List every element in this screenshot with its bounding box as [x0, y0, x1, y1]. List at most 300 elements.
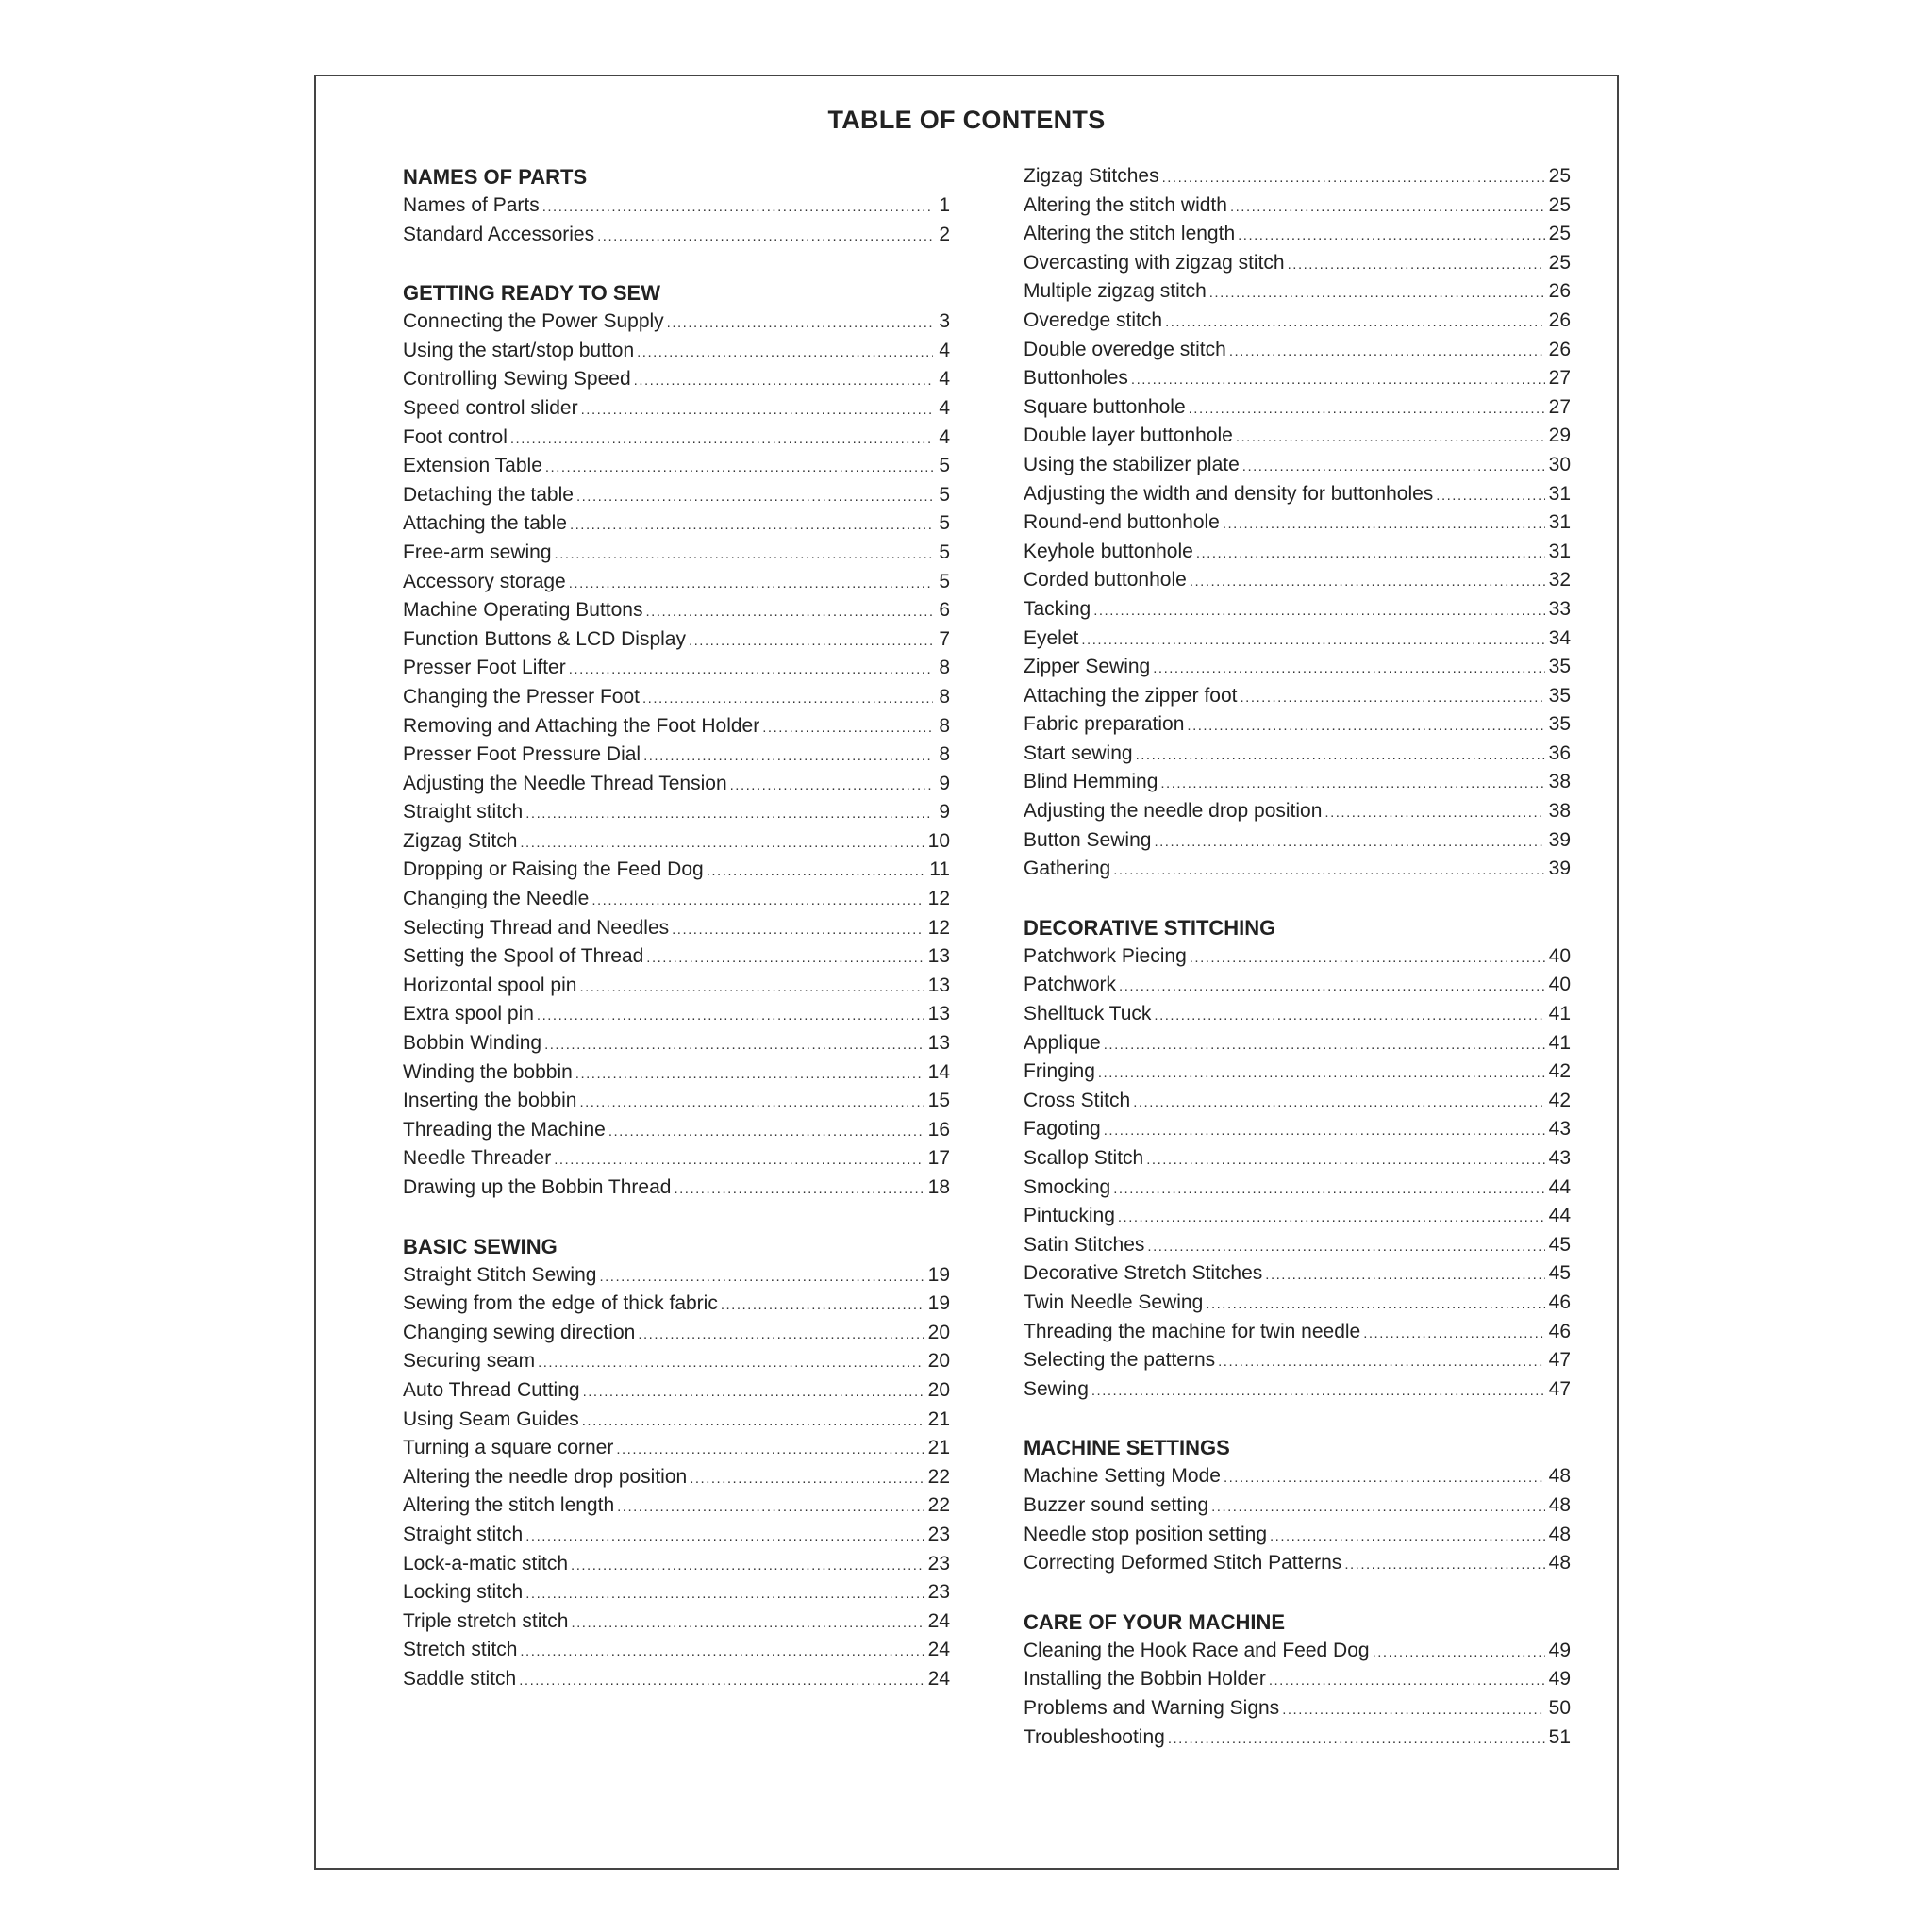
toc-entry-page-number: 48 [1548, 1552, 1571, 1574]
toc-entry[interactable] [403, 1434, 950, 1463]
toc-entry[interactable] [1024, 508, 1571, 538]
toc-entry-title: Horizontal spool pin [403, 974, 577, 996]
toc-entry-page-number: 39 [1548, 858, 1571, 880]
toc-entry[interactable] [403, 481, 950, 510]
toc-entry[interactable] [1024, 710, 1571, 740]
toc-entry[interactable] [403, 712, 950, 741]
dot-leader [1265, 1261, 1544, 1291]
toc-entry-title: Smocking [1024, 1175, 1111, 1198]
toc-entry-page-number: 8 [939, 743, 950, 766]
dot-leader [645, 598, 933, 627]
dot-leader [571, 1609, 924, 1639]
toc-entry-title: Dropping or Raising the Feed Dog [403, 858, 704, 881]
dot-leader [582, 1407, 924, 1437]
toc-entry-title: Cross Stitch [1024, 1089, 1131, 1111]
toc-entry[interactable] [403, 798, 950, 827]
toc-entry[interactable] [1024, 653, 1571, 682]
toc-entry-page-number: 43 [1548, 1147, 1571, 1169]
toc-entry-page-number: 13 [927, 1003, 950, 1025]
toc-entry[interactable] [403, 1406, 950, 1435]
dot-leader [1224, 1464, 1545, 1493]
toc-entry[interactable] [403, 1521, 950, 1550]
toc-entry[interactable] [403, 1290, 950, 1319]
toc-entry-page-number: 9 [939, 772, 950, 794]
dot-leader [571, 1552, 924, 1581]
toc-entry-title: Corded buttonhole [1024, 569, 1187, 591]
toc-entry[interactable] [1024, 797, 1571, 826]
dot-leader [1363, 1320, 1544, 1349]
toc-entry[interactable] [1024, 625, 1571, 654]
toc-entry[interactable] [403, 192, 950, 221]
toc-entry[interactable] [403, 365, 950, 394]
dot-leader [1119, 973, 1545, 1002]
toc-entry-title: Start sewing [1024, 741, 1133, 764]
toc-entry[interactable] [403, 856, 950, 885]
toc-entry[interactable] [403, 827, 950, 857]
toc-entry-page-number: 50 [1548, 1696, 1571, 1719]
toc-entry-page-number: 31 [1548, 540, 1571, 562]
toc-entry[interactable] [1024, 277, 1571, 307]
toc-entry-page-number: 6 [939, 599, 950, 622]
toc-entry-page-number: 25 [1548, 193, 1571, 216]
dot-leader [616, 1436, 924, 1465]
dot-leader [554, 1146, 924, 1175]
dot-leader [542, 193, 933, 223]
dot-leader [591, 887, 924, 916]
toc-entry[interactable] [403, 221, 950, 250]
dot-leader [637, 339, 933, 368]
toc-entry-page-number: 13 [927, 974, 950, 996]
toc-entry-title: Altering the stitch width [1024, 193, 1227, 216]
toc-entry-title: Stretch stitch [403, 1639, 518, 1661]
toc-entry[interactable] [1024, 1346, 1571, 1375]
dot-leader [674, 1175, 924, 1205]
dot-leader [1240, 684, 1544, 713]
toc-entry-page-number: 5 [939, 483, 950, 506]
dot-leader [1118, 1204, 1545, 1233]
dot-leader [1091, 1377, 1545, 1407]
toc-entry[interactable] [403, 972, 950, 1001]
toc-entry-page-number: 4 [939, 425, 950, 448]
toc-entry-title: Attaching the zipper foot [1024, 684, 1238, 707]
toc-entry[interactable] [403, 1116, 950, 1145]
toc-entry[interactable] [403, 1376, 950, 1406]
dot-leader [525, 1580, 924, 1609]
toc-entry-title: Foot control [403, 425, 508, 448]
toc-entry[interactable] [1024, 393, 1571, 423]
toc-entry-page-number: 22 [927, 1465, 950, 1488]
toc-entry[interactable] [1024, 192, 1571, 221]
toc-entry-title: Altering the needle drop position [403, 1465, 688, 1488]
toc-entry[interactable] [1024, 1665, 1571, 1694]
toc-entry-title: Names of Parts [403, 194, 540, 216]
toc-entry-title: Inserting the bobbin [403, 1090, 577, 1112]
toc-entry-page-number: 24 [927, 1609, 950, 1632]
toc-entry-page-number: 26 [1548, 280, 1571, 303]
dot-leader [689, 627, 933, 657]
toc-entry[interactable] [1024, 566, 1571, 595]
toc-entry-title: Square buttonhole [1024, 395, 1186, 418]
toc-entry-page-number: 44 [1548, 1175, 1571, 1198]
toc-entry-page-number: 12 [927, 888, 950, 910]
toc-left-column [403, 162, 950, 1694]
toc-entry-page-number: 13 [927, 1032, 950, 1055]
toc-right-column [1024, 162, 1571, 1752]
toc-entry[interactable] [1024, 971, 1571, 1000]
toc-entry-title: Cleaning the Hook Race and Feed Dog [1024, 1639, 1370, 1661]
section-heading: NAMES OF PARTS [403, 165, 588, 189]
toc-entry-title: Presser Foot Lifter [403, 657, 566, 679]
toc-entry-title: Controlling Sewing Speed [403, 368, 631, 391]
toc-entry[interactable] [403, 1319, 950, 1348]
toc-entry[interactable] [1024, 942, 1571, 972]
dot-leader [721, 1291, 924, 1321]
dot-leader [525, 800, 933, 829]
toc-entry-title: Threading the machine for twin needle [1024, 1320, 1361, 1342]
toc-entry-title: Changing sewing direction [403, 1321, 636, 1343]
dot-leader [555, 541, 933, 570]
toc-entry-page-number: 45 [1548, 1233, 1571, 1256]
dot-leader [1113, 857, 1544, 886]
toc-entry[interactable] [1024, 538, 1571, 567]
toc-entry[interactable] [403, 1058, 950, 1088]
toc-entry-title: Twin Needle Sewing [1024, 1291, 1204, 1313]
toc-entry[interactable] [403, 1000, 950, 1029]
toc-entry[interactable] [403, 683, 950, 712]
dot-leader [597, 223, 933, 252]
dot-leader [762, 714, 933, 743]
toc-entry[interactable] [403, 770, 950, 799]
toc-entry-page-number: 29 [1548, 425, 1571, 447]
toc-entry-page-number: 46 [1548, 1320, 1571, 1342]
dot-leader [646, 944, 924, 974]
toc-entry[interactable] [1024, 1174, 1571, 1203]
toc-entry[interactable] [1024, 162, 1571, 192]
toc-entry-page-number: 13 [927, 945, 950, 968]
toc-entry[interactable] [403, 1029, 950, 1058]
toc-entry-page-number: 47 [1548, 1349, 1571, 1372]
dot-leader [581, 396, 933, 425]
section-heading: CARE OF YOUR MACHINE [1024, 1609, 1286, 1634]
toc-entry-title: Adjusting the needle drop position [1024, 800, 1323, 823]
dot-leader [1436, 482, 1544, 511]
toc-entry[interactable] [403, 741, 950, 770]
toc-entry-title: Zigzag Stitch [403, 829, 518, 852]
toc-entry-page-number: 12 [927, 916, 950, 939]
dot-leader [1153, 655, 1544, 684]
toc-entry-title: Presser Foot Pressure Dial [403, 743, 641, 766]
toc-entry[interactable] [1024, 336, 1571, 365]
toc-entry[interactable] [1024, 1029, 1571, 1058]
toc-entry[interactable] [403, 1665, 950, 1694]
toc-entry-page-number: 38 [1548, 771, 1571, 793]
dot-leader [1211, 1493, 1545, 1523]
toc-entry-title: Extension Table [403, 455, 542, 477]
toc-entry-title: Threading the Machine [403, 1118, 606, 1141]
dot-leader [576, 483, 933, 512]
toc-entry-page-number: 34 [1548, 626, 1571, 649]
dot-leader [579, 1089, 924, 1118]
toc-entry-title: Gathering [1024, 858, 1111, 880]
toc-entry[interactable] [1024, 1058, 1571, 1087]
dot-leader [1270, 1523, 1545, 1552]
dot-leader [537, 1002, 924, 1031]
toc-entry[interactable] [403, 1261, 950, 1291]
toc-entry-page-number: 41 [1548, 1003, 1571, 1025]
toc-entry-page-number: 19 [927, 1292, 950, 1315]
toc-entry-title: Straight Stitch Sewing [403, 1263, 597, 1286]
toc-entry[interactable] [1024, 1259, 1571, 1289]
toc-entry-title: Using the stabilizer plate [1024, 453, 1240, 475]
dot-leader [1196, 540, 1545, 569]
dot-leader [538, 1349, 924, 1378]
dot-leader [579, 974, 924, 1003]
toc-entry-page-number: 16 [927, 1118, 950, 1141]
toc-entry-title: Fringing [1024, 1060, 1095, 1083]
toc-entry[interactable] [1024, 1000, 1571, 1029]
toc-entry-title: Altering the stitch length [1024, 223, 1236, 245]
toc-entry-page-number: 5 [939, 512, 950, 535]
toc-entry-title: Buzzer sound setting [1024, 1493, 1209, 1516]
toc-entry[interactable] [403, 337, 950, 366]
dot-leader [642, 685, 933, 714]
toc-entry[interactable] [1024, 1549, 1571, 1578]
toc-entry-page-number: 3 [939, 310, 950, 333]
section-spacer [1024, 884, 1571, 913]
dot-leader [1113, 1175, 1544, 1205]
toc-entry-page-number: 25 [1548, 223, 1571, 245]
toc-entry[interactable] [1024, 220, 1571, 249]
toc-entry-title: Attaching the table [403, 512, 567, 535]
toc-entry[interactable] [403, 596, 950, 625]
dot-leader [1242, 453, 1545, 482]
toc-entry-title: Correcting Deformed Stitch Patterns [1024, 1552, 1342, 1574]
dot-leader [1209, 279, 1545, 308]
toc-entry-page-number: 23 [927, 1523, 950, 1545]
toc-entry-title: Satin Stitches [1024, 1233, 1145, 1256]
toc-entry-title: Locking stitch [403, 1581, 524, 1604]
dot-leader [672, 916, 924, 945]
dot-leader [570, 511, 933, 541]
toc-entry[interactable] [403, 1550, 950, 1579]
toc-entry[interactable] [403, 1607, 950, 1637]
dot-leader [1238, 222, 1545, 251]
dot-leader [730, 772, 933, 801]
toc-entry[interactable] [1024, 1462, 1571, 1491]
toc-entry-title: Auto Thread Cutting [403, 1378, 580, 1401]
dot-leader [1165, 308, 1545, 338]
toc-entry[interactable] [1024, 740, 1571, 769]
toc-entry[interactable] [1024, 249, 1571, 278]
dot-leader [617, 1493, 924, 1523]
toc-entry-title: Overedge stitch [1024, 308, 1163, 331]
toc-entry-page-number: 5 [939, 541, 950, 563]
toc-entry[interactable] [403, 885, 950, 914]
toc-entry-title: Winding the bobbin [403, 1060, 573, 1083]
toc-entry-page-number: 8 [939, 685, 950, 708]
toc-entry-title: Using Seam Guides [403, 1407, 579, 1430]
toc-entry-page-number: 38 [1548, 800, 1571, 823]
dot-leader [545, 454, 933, 483]
toc-entry[interactable] [403, 1347, 950, 1376]
toc-entry-page-number: 31 [1548, 511, 1571, 534]
toc-entry[interactable] [1024, 1694, 1571, 1724]
toc-entry-title: Changing the Presser Foot [403, 685, 640, 708]
toc-entry[interactable] [403, 942, 950, 972]
toc-entry[interactable] [1024, 1318, 1571, 1347]
dot-leader [1223, 510, 1545, 540]
dot-leader [1324, 799, 1544, 828]
toc-entry[interactable] [1024, 768, 1571, 797]
toc-entry-page-number: 26 [1548, 308, 1571, 331]
toc-entry-page-number: 5 [939, 455, 950, 477]
toc-entry-page-number: 9 [939, 801, 950, 824]
toc-entry[interactable] [403, 1491, 950, 1521]
toc-entry-title: Triple stretch stitch [403, 1609, 569, 1632]
toc-entry[interactable] [1024, 422, 1571, 451]
toc-entry-page-number: 48 [1548, 1523, 1571, 1545]
toc-entry-page-number: 4 [939, 339, 950, 361]
toc-entry-title: Fabric preparation [1024, 713, 1185, 736]
toc-entry[interactable] [403, 308, 950, 337]
toc-entry[interactable] [1024, 307, 1571, 336]
toc-entry[interactable] [1024, 855, 1571, 884]
toc-entry[interactable] [1024, 1375, 1571, 1405]
toc-entry[interactable] [403, 539, 950, 568]
toc-entry-page-number: 24 [927, 1667, 950, 1690]
toc-entry-title: Multiple zigzag stitch [1024, 280, 1207, 303]
toc-entry-page-number: 25 [1548, 251, 1571, 274]
toc-entry-page-number: 4 [939, 368, 950, 391]
toc-entry-page-number: 8 [939, 714, 950, 737]
toc-entry-page-number: 46 [1548, 1291, 1571, 1313]
dot-leader [1104, 1031, 1545, 1060]
section-spacer [1024, 1578, 1571, 1607]
toc-entry-page-number: 15 [927, 1090, 950, 1112]
toc-entry-page-number: 5 [939, 570, 950, 592]
dot-leader [1081, 626, 1544, 656]
toc-entry-page-number: 24 [927, 1639, 950, 1661]
toc-entry[interactable] [403, 452, 950, 481]
toc-entry-title: Setting the Spool of Thread [403, 945, 644, 968]
dot-leader [608, 1118, 924, 1147]
dot-leader [544, 1031, 924, 1060]
dot-leader [599, 1263, 924, 1292]
toc-entry-title: Patchwork Piecing [1024, 944, 1187, 967]
toc-entry[interactable] [1024, 682, 1571, 711]
toc-entry-page-number: 4 [939, 396, 950, 419]
toc-entry[interactable] [1024, 1144, 1571, 1174]
toc-entry[interactable] [403, 1087, 950, 1116]
dot-leader [1168, 1725, 1545, 1755]
toc-entry[interactable] [403, 1144, 950, 1174]
toc-entry-title: Adjusting the Needle Thread Tension [403, 772, 727, 794]
toc-entry[interactable] [403, 1578, 950, 1607]
dot-leader [520, 1638, 924, 1667]
toc-entry[interactable] [403, 568, 950, 597]
toc-entry-title: Troubleshooting [1024, 1725, 1165, 1748]
toc-entry-page-number: 42 [1548, 1060, 1571, 1083]
toc-entry[interactable] [1024, 1115, 1571, 1144]
toc-entry[interactable] [1024, 595, 1571, 625]
toc-entry[interactable] [1024, 1087, 1571, 1116]
dot-leader [1187, 712, 1544, 741]
toc-entry[interactable] [1024, 826, 1571, 856]
toc-entry-page-number: 17 [927, 1147, 950, 1170]
toc-entry-title: Selecting Thread and Needles [403, 916, 670, 939]
dot-leader [643, 742, 933, 772]
toc-entry[interactable] [1024, 451, 1571, 480]
toc-entry-title: Double layer buttonhole [1024, 425, 1233, 447]
dot-leader [667, 309, 933, 339]
dot-leader [1189, 395, 1545, 425]
toc-entry-title: Changing the Needle [403, 888, 590, 910]
dot-leader [634, 367, 933, 396]
toc-entry-title: Removing and Attaching the Foot Holder [403, 714, 760, 737]
toc-entry-title: Blind Hemming [1024, 771, 1158, 793]
toc-entry[interactable] [403, 394, 950, 424]
dot-leader [1154, 1002, 1544, 1031]
dot-leader [1344, 1551, 1544, 1580]
toc-entry[interactable] [403, 914, 950, 943]
dot-leader [1093, 597, 1544, 626]
toc-entry-title: Straight stitch [403, 1523, 524, 1545]
toc-entry-title: Pintucking [1024, 1205, 1115, 1227]
toc-entry-title: Zipper Sewing [1024, 656, 1151, 678]
toc-entry-title: Overcasting with zigzag stitch [1024, 251, 1285, 274]
toc-entry[interactable] [403, 654, 950, 683]
toc-entry-title: Securing seam [403, 1350, 536, 1373]
toc-entry[interactable] [1024, 480, 1571, 509]
dot-leader [1098, 1059, 1545, 1089]
dot-leader [1131, 366, 1545, 395]
toc-entry-title: Detaching the table [403, 483, 574, 506]
toc-entry-page-number: 23 [927, 1581, 950, 1604]
toc-entry[interactable] [1024, 1231, 1571, 1260]
toc-entry-page-number: 41 [1548, 1031, 1571, 1054]
dot-leader [1230, 193, 1545, 223]
toc-entry[interactable] [1024, 364, 1571, 393]
toc-entry-page-number: 21 [927, 1437, 950, 1459]
toc-entry-title: Standard Accessories [403, 223, 595, 245]
dot-leader [1133, 1089, 1544, 1118]
toc-entry-title: Sewing from the edge of thick fabric [403, 1292, 718, 1315]
toc-entry[interactable] [403, 509, 950, 539]
toc-entry-page-number: 48 [1548, 1493, 1571, 1516]
toc-entry[interactable] [1024, 1491, 1571, 1521]
toc-entry-page-number: 49 [1548, 1639, 1571, 1661]
toc-entry-page-number: 18 [927, 1176, 950, 1198]
toc-entry[interactable] [403, 625, 950, 655]
toc-entry[interactable] [1024, 1202, 1571, 1231]
dot-leader [520, 829, 924, 858]
dot-leader [1136, 741, 1545, 771]
toc-entry[interactable] [403, 1636, 950, 1665]
toc-entry-title: Keyhole buttonhole [1024, 540, 1193, 562]
toc-entry[interactable] [403, 1174, 950, 1203]
toc-entry[interactable] [1024, 1637, 1571, 1666]
toc-entry[interactable] [1024, 1289, 1571, 1318]
toc-entry-page-number: 20 [927, 1350, 950, 1373]
toc-entry-page-number: 8 [939, 657, 950, 679]
toc-entry[interactable] [1024, 1521, 1571, 1550]
toc-entry[interactable] [403, 1463, 950, 1492]
dot-leader [1269, 1667, 1545, 1696]
toc-entry-title: Fagoting [1024, 1118, 1101, 1141]
toc-entry[interactable] [403, 424, 950, 453]
toc-entry[interactable] [1024, 1724, 1571, 1753]
toc-entry-page-number: 27 [1548, 367, 1571, 390]
